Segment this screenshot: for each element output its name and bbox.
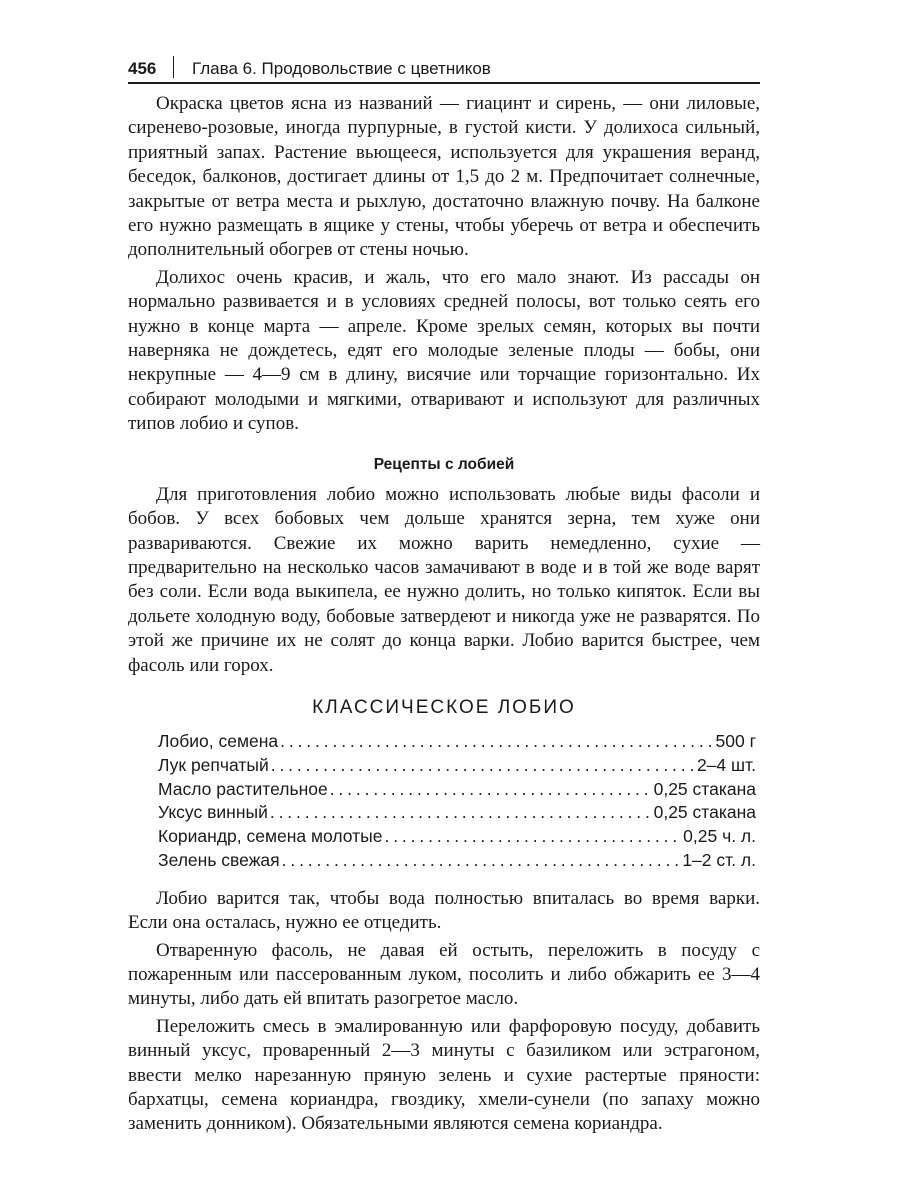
section-heading: Рецепты с лобией [373, 455, 515, 473]
dot-leader [384, 825, 681, 849]
recipe-steps [128, 887, 760, 1137]
chapter-title: Глава 6. Продовольствие с цветников [192, 59, 491, 78]
recipe-step: Переложить смесь в эмалированную или фарфоровую посуду, добавить винный уксус, проваренный 2—3 минуты с базиликом или эстрагоном, ввести мелко нарезанную пряную зелень и сухие растертые пряности: бархатцы, семена кориандра, гвоздику, хмели-сунели (по запаху можно заменить донником). Обязательными являются семена кориандра. [128, 1015, 760, 1135]
ingredient-row [158, 825, 756, 849]
ingredient-quantity: 0,25 ч. л. [683, 826, 756, 847]
recipe-step: Лобио варится так, чтобы вода полностью впиталась во время варки. Если она осталась, нужно ее отцедить. [128, 887, 760, 934]
ingredient-list [158, 730, 756, 873]
paragraph: Долихос очень красив, и жаль, что его мало знают. Из рассады он нормально развивается и в условиях средней полосы, вот только сеять его нужно в конце марта — апреле. Кроме зрелых семян, которых вы почти наверняка не дождетесь, едят его молодые зеленые плоды — бобы, они некрупные — 4—9 см в длину, висячие или торчащие горизонтально. Их собирают молодыми и мягкими, отваривают и используют для различных типов лобио и супов. [128, 266, 760, 435]
dot-leader [280, 730, 713, 754]
running-header [128, 56, 760, 84]
ingredient-quantity: 1–2 ст. л. [682, 849, 756, 870]
ingredient-row [158, 801, 756, 825]
page-body [128, 92, 760, 1137]
dot-leader [271, 754, 695, 778]
ingredient-row [158, 730, 756, 754]
ingredient-row [158, 778, 756, 802]
page-number: 456 [128, 59, 157, 78]
ingredient-name: Уксус винный [158, 802, 268, 823]
paragraph: Для приготовления лобио можно использовать любые виды фасоли и бобов. У всех бобовых чем дольше хранятся зерна, тем хуже они развариваются. Свежие их можно варить немедленно, сухие — предварительно на несколько часов замачивают в воде и в той же воде варят без соли. Если вода выкипела, ее нужно долить, но только кипяток. Если вы дольете холодную воду, бобовые затвердеют и никогда уже не разварятся. По этой же причине их не солят до конца варки. Лобио варится быстрее, чем фасоль или горох. [128, 483, 760, 676]
recipe-step: Отваренную фасоль, не давая ей остыть, переложить в посуду с пожаренным или пассерованным луком, посолить и либо обжарить ее 3—4 минуты, либо дать ей впитать разогретое масло. [128, 939, 760, 1010]
dot-leader [330, 778, 652, 802]
header-rule [128, 82, 760, 84]
header-separator [173, 56, 174, 78]
ingredient-quantity: 0,25 стакана [653, 778, 756, 799]
ingredient-row [158, 849, 756, 873]
ingredient-name: Лук репчатый [158, 754, 269, 775]
ingredient-name: Лобио, семена [158, 730, 279, 751]
ingredient-quantity: 2–4 шт. [696, 754, 756, 775]
ingredient-row [158, 754, 756, 778]
ingredient-name: Кориандр, семена молотые [158, 826, 383, 847]
ingredient-name: Масло растительное [158, 778, 328, 799]
dot-leader [282, 849, 681, 873]
dot-leader [270, 801, 652, 825]
ingredient-quantity: 500 г [715, 730, 756, 751]
recipe-title: КЛАССИЧЕСКОЕ ЛОБИО [312, 696, 576, 718]
paragraph: Окраска цветов ясна из названий — гиацинт и сирень, — они лиловые, сиренево-розовые, иногда пурпурные, в густой кисти. У долихоса сильный, приятный запах. Растение вьющееся, используется для украшения веранд, беседок, балконов, достигает длины от 1,5 до 2 м. Предпочитает солнечные, закрытые от ветра места и рыхлую, достаточно влажную почву. На балконе его нужно размещать в ящике у стены, чтобы уберечь от ветра и обеспечить дополнительный обогрев от стены ночью. [128, 93, 760, 261]
ingredient-name: Зелень свежая [158, 849, 280, 870]
ingredient-quantity: 0,25 стакана [653, 802, 756, 823]
